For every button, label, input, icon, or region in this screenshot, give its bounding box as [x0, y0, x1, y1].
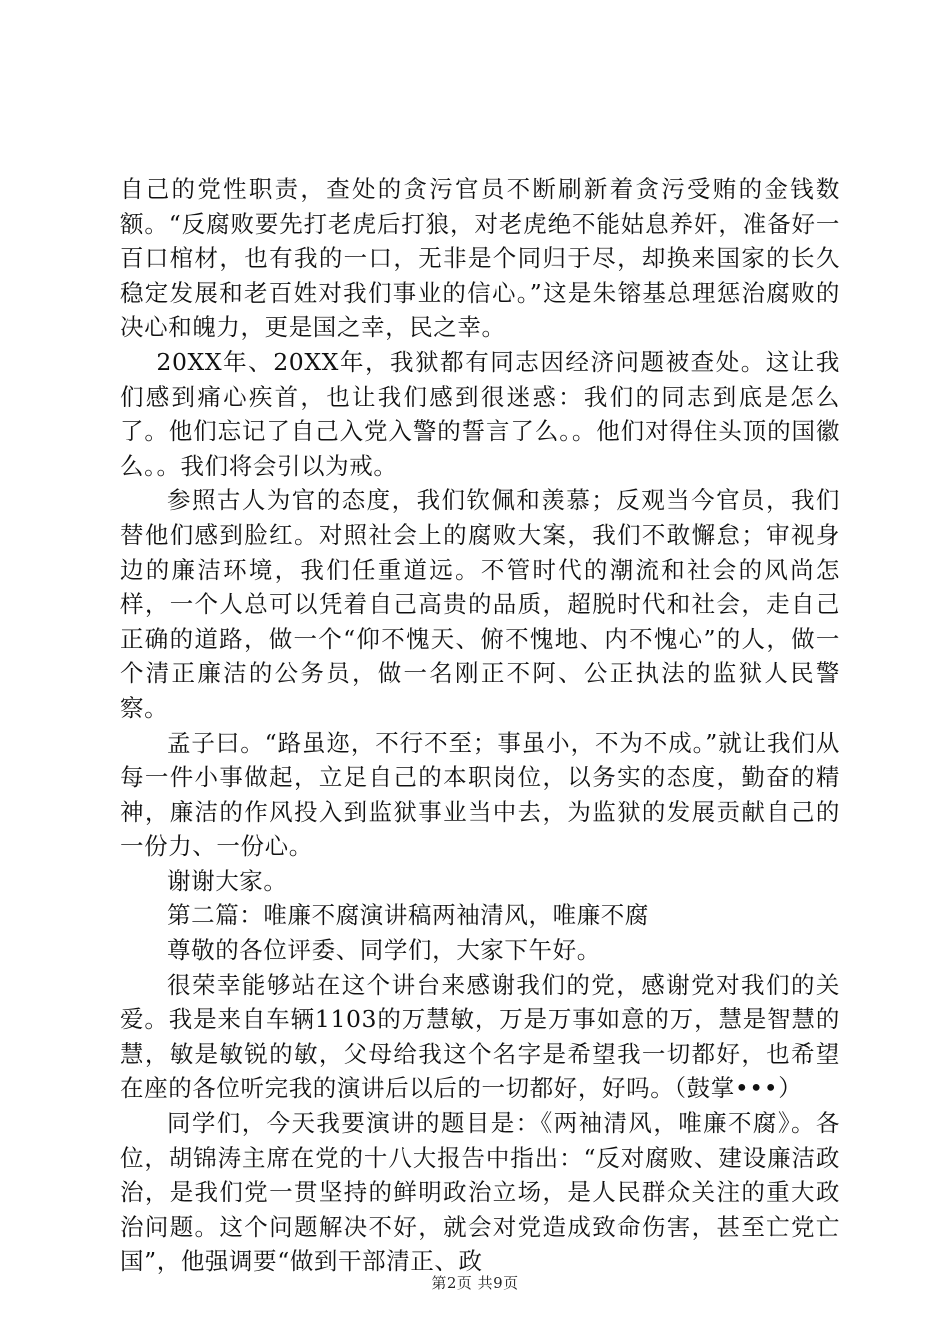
paragraph-ancient-officials: 参照古人为官的态度，我们钦佩和羡慕；反观当今官员，我们替他们感到脸红。对照社会上的腐败大案，我们不敢懈怠；审视身边的廉洁环境，我们任重道远。不管时代的潮流和社会的风尚怎样，一个人总可以凭着自己高贵的品质，超脱时代和社会，走自己正确的道路，做一个“仰不愧天、俯不愧地、内不愧心”的人，做一个清正廉洁的公务员，做一名刚正不阿、公正执法的监狱人民警察。 — [120, 486, 840, 722]
document-body — [120, 172, 840, 1279]
paragraph-speech-topic: 同学们，今天我要演讲的题目是：《两袖清风，唯廉不腐》。各位，胡锦涛主席在党的十八大报告中指出：“反对腐败、建设廉洁政治，是我们党一贯坚持的鲜明政治立场，是人民群众关注的重大政治问题。这个问题解决不好，就会对党造成致命伤害，甚至亡党亡国”，他强调要“做到干部清正、政 — [120, 1109, 840, 1276]
paragraph-mencius-quote: 孟子曰。“路虽迩，不行不至；事虽小，不为不成。”就让我们从每一件小事做起，立足自己的本职岗位，以务实的态度，勤奋的精神，廉洁的作风投入到监狱事业当中去，为监狱的发展贡献自己的一份力、一份心。 — [120, 728, 840, 861]
paragraph-thanks: 谢谢大家。 — [167, 866, 288, 895]
page-number-label: 第2页 共9页 — [431, 1274, 519, 1292]
paragraph-greeting: 尊敬的各位评委、同学们，大家下午好。 — [167, 936, 601, 965]
paragraph-colleagues-investigated: 20XX年、20XX年，我狱都有同志因经济问题被查处。这让我们感到痛心疾首，也让我们感到很迷惑：我们的同志到底是怎么了。他们忘记了自己入党入警的誓言了么。。他们对得住头顶的国徽么。。我们将会引以为戒。 — [120, 347, 840, 480]
paragraph-continuation: 自己的党性职责，查处的贪污官员不断刷新着贪污受贿的金钱数额。“反腐败要先打老虎后打狼，对老虎绝不能姑息养奸，准备好一百口棺材，也有我的一口，无非是个同归于尽，却换来国家的长久稳定发展和老百姓对我们事业的信心。”这是朱镕基总理惩治腐败的决心和魄力，更是国之幸，民之幸。 — [120, 175, 840, 342]
paragraph-self-introduction: 很荣幸能够站在这个讲台来感谢我们的党，感谢党对我们的关爱。我是来自车辆1103的万慧敏，万是万事如意的万，慧是智慧的慧，敏是敏锐的敏，父母给我这个名字是希望我一切都好，也希望在座的各位听完我的演讲后以后的一切都好，好吗。（鼓掌•••） — [120, 970, 840, 1103]
page-footer — [0, 1273, 950, 1293]
section-heading-part-two: 第二篇：唯廉不腐演讲稿两袖清风，唯廉不腐 — [167, 901, 649, 930]
